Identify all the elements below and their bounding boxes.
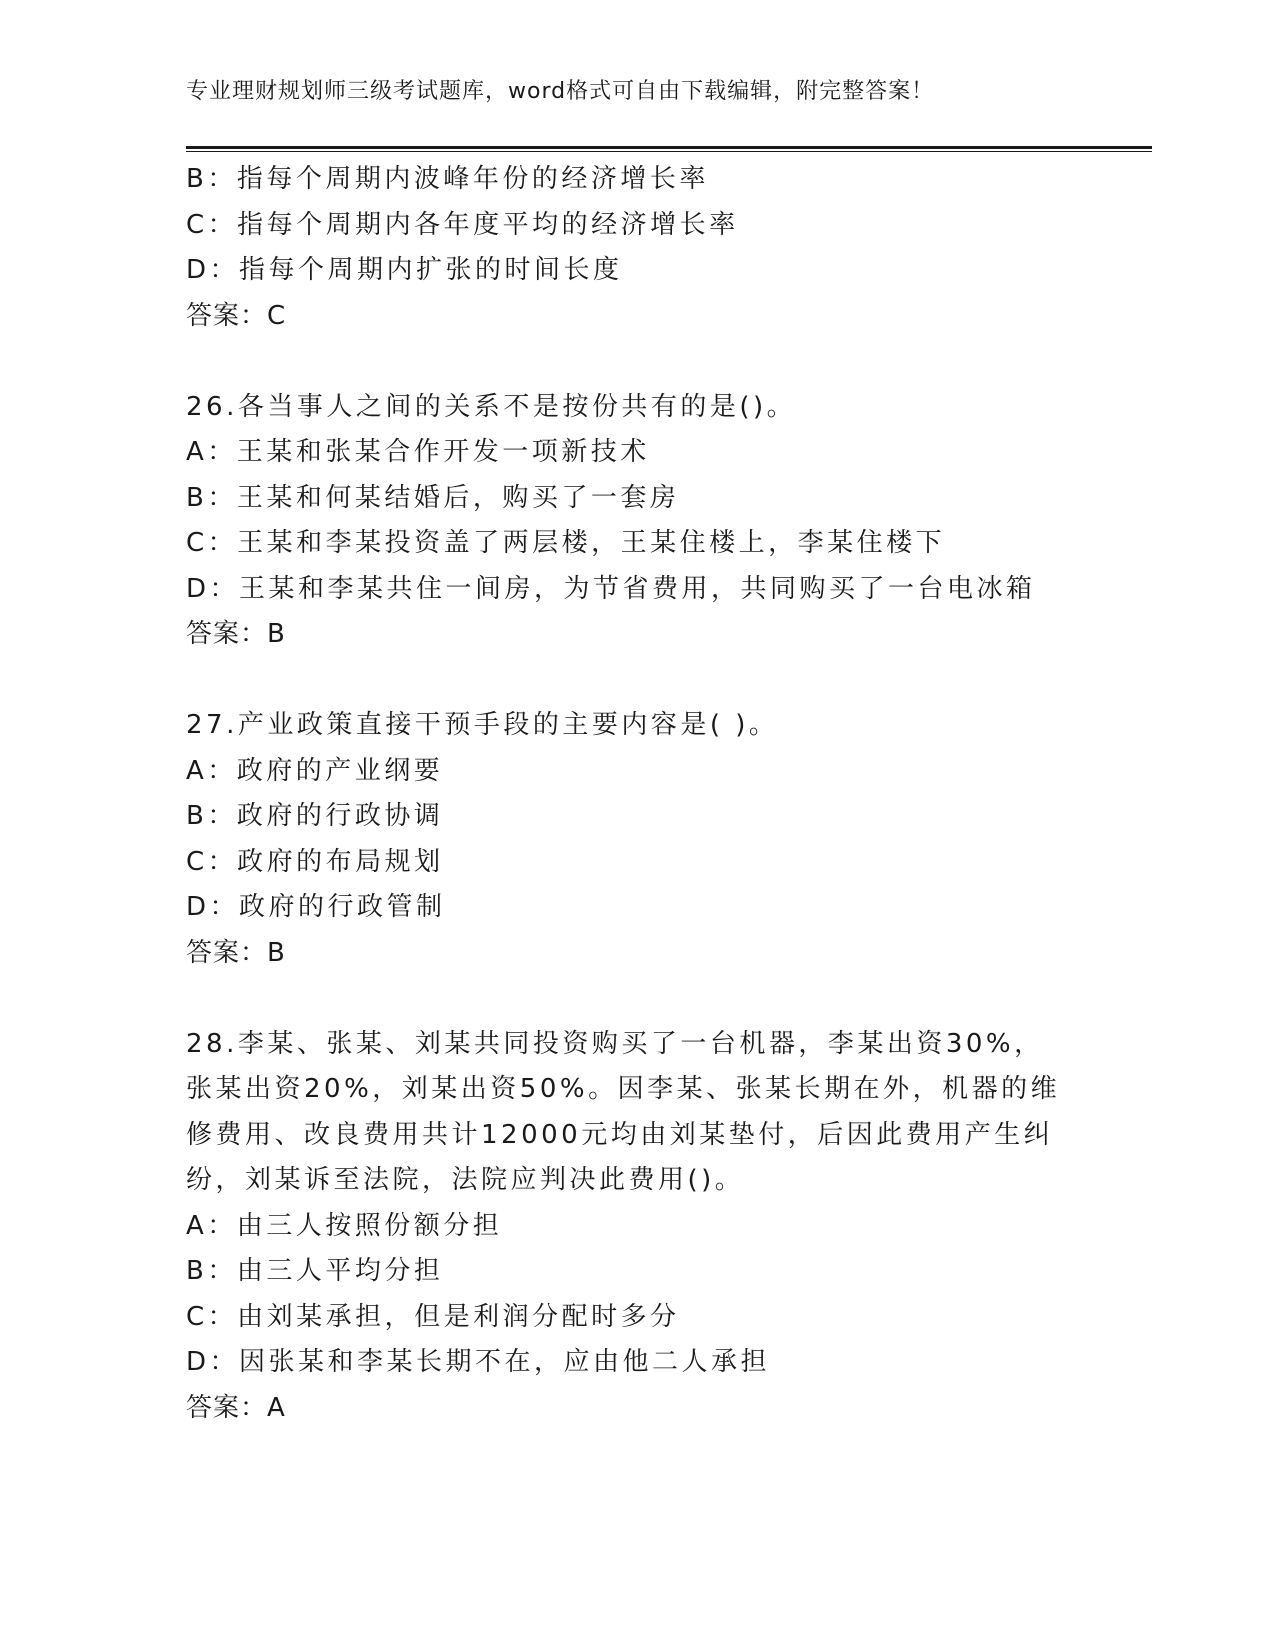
- spacer: [186, 976, 1086, 1022]
- spacer: [186, 339, 1086, 385]
- answer: 答案：B: [186, 937, 286, 968]
- option-b: B：由三人平均分担: [186, 1256, 444, 1286]
- question-stem: 27.产业政策直接干预手段的主要内容是( )。: [186, 710, 779, 740]
- option-d: D：政府的行政管制: [186, 892, 446, 922]
- page-header: 专业理财规划师三级考试题库，word格式可自由下载编辑，附完整答案！: [186, 79, 935, 104]
- question-28: [186, 1022, 1086, 1432]
- option-d: D：王某和李某共住一间房，为节省费用，共同购买了一台电冰箱: [186, 573, 1036, 604]
- option-d: D：指每个周期内扩张的时间长度: [186, 255, 623, 285]
- option-b: B：指每个周期内波峰年份的经济增长率: [186, 164, 709, 194]
- question-26: [186, 385, 1086, 658]
- option-c: C：指每个周期内各年度平均的经济增长率: [186, 209, 739, 240]
- question-25-continued: [186, 157, 1086, 339]
- question-stem: 26.各当事人之间的关系不是按份共有的是()。: [186, 391, 797, 422]
- question-27: [186, 703, 1086, 976]
- option-b: B：政府的行政协调: [186, 801, 444, 831]
- option-b: B：王某和何某结婚后，购买了一套房: [186, 482, 680, 513]
- spacer: [186, 658, 1086, 704]
- option-c: C：王某和李某投资盖了两层楼，王某住楼上，李某住楼下: [186, 528, 946, 558]
- answer: 答案：C: [186, 300, 287, 331]
- question-stem: 28.李某、张某、刘某共同投资购买了一台机器，李某出资30%，张某出资20%，刘某出资50%。因李某、张某长期在外，机器的维修费用、改良费用共计12000元均由刘某垫付，后因此费用产生纠纷，刘某诉至法院，法院应判决此费用()。: [186, 1028, 1061, 1195]
- answer: 答案：B: [186, 619, 286, 649]
- document-body: [186, 157, 1086, 1431]
- option-c: C：由刘某承担，但是利润分配时多分: [186, 1301, 680, 1332]
- answer: 答案：A: [186, 1392, 286, 1423]
- option-a: A：由三人按照份额分担: [186, 1210, 503, 1241]
- option-d: D：因张某和李某长期不在，应由他二人承担: [186, 1347, 771, 1377]
- header-rule-thin: [186, 151, 1152, 152]
- header-rule-thick: [186, 146, 1152, 149]
- option-c: C：政府的布局规划: [186, 846, 444, 877]
- option-a: A：政府的产业纲要: [186, 755, 444, 786]
- option-a: A：王某和张某合作开发一项新技术: [186, 437, 650, 467]
